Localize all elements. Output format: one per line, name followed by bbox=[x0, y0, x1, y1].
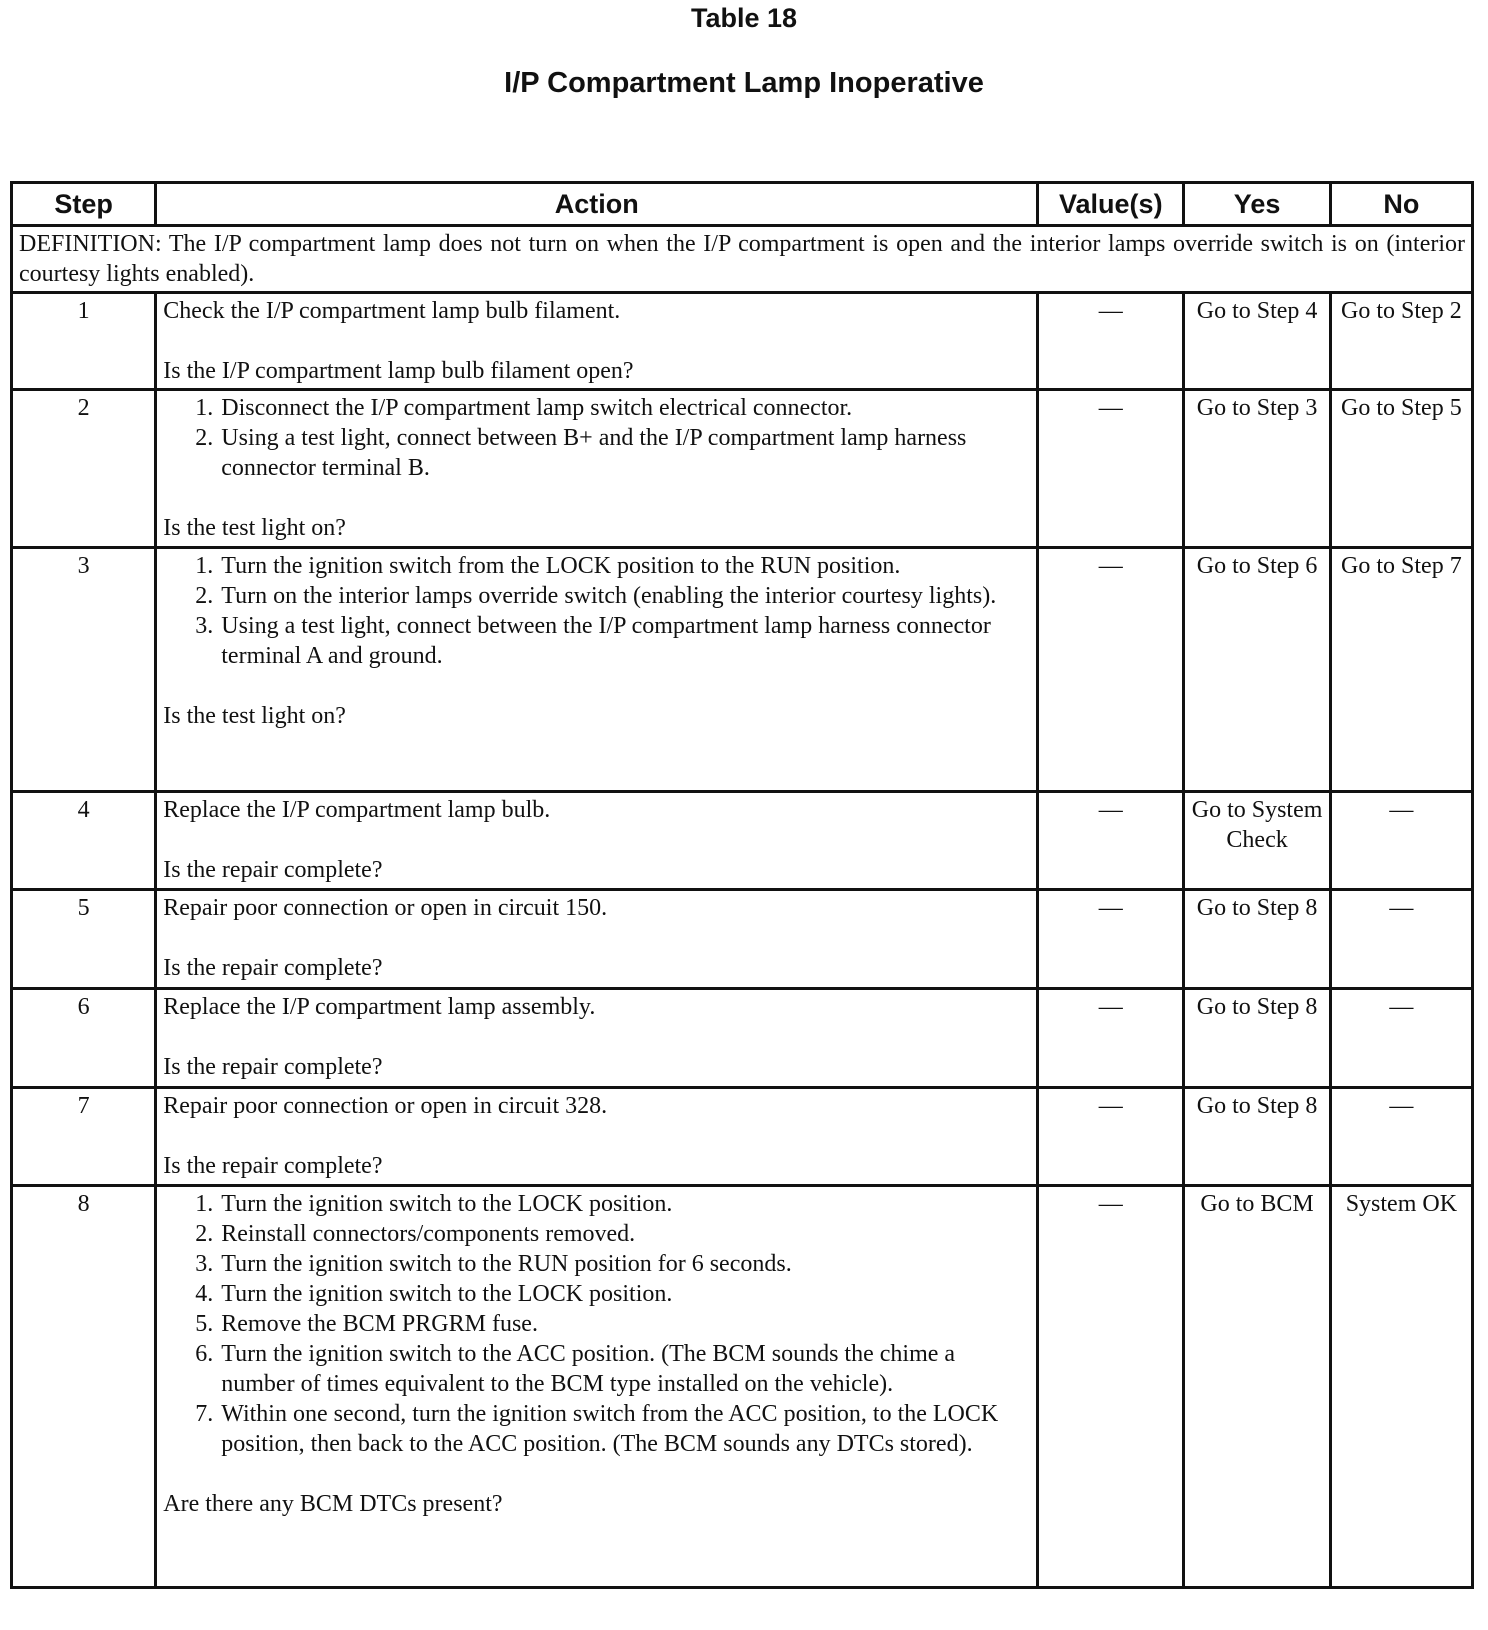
step-number: 8 bbox=[12, 1186, 156, 1588]
no-outcome: Go to Step 7 bbox=[1330, 548, 1472, 792]
step-number: 6 bbox=[12, 989, 156, 1088]
yes-outcome: Go to Step 8 bbox=[1184, 1088, 1330, 1186]
definition-row bbox=[12, 226, 1473, 293]
action-question: Is the repair complete? bbox=[163, 857, 383, 883]
definition-text: DEFINITION: The I/P compartment lamp does not turn on when the I/P compartment is open and the interior lamps override switch is on (interior courtesy lights enabled). bbox=[12, 226, 1473, 293]
action-step-item: 3. Turn the ignition switch to the RUN position for 6 seconds. bbox=[219, 1249, 1030, 1279]
action-step-item: 1. Disconnect the I/P compartment lamp switch electrical connector. bbox=[219, 393, 1030, 423]
action-cell bbox=[156, 548, 1038, 792]
action-instruction: Check the I/P compartment lamp bulb filament. bbox=[163, 298, 621, 324]
action-instruction: Replace the I/P compartment lamp assembly. bbox=[163, 994, 596, 1020]
action-step-item: 1. Turn the ignition switch from the LOCK position to the RUN position. bbox=[219, 551, 1030, 581]
column-header-yes: Yes bbox=[1184, 183, 1330, 226]
yes-outcome: Go to Step 4 bbox=[1184, 293, 1330, 390]
table-row bbox=[12, 890, 1473, 989]
diagnostic-table bbox=[10, 181, 1474, 1589]
value-cell: — bbox=[1038, 548, 1184, 792]
value-cell: — bbox=[1038, 1088, 1184, 1186]
table-row bbox=[12, 1088, 1473, 1186]
table-row bbox=[12, 390, 1473, 548]
table-header-row bbox=[12, 183, 1473, 226]
value-cell: — bbox=[1038, 1186, 1184, 1588]
step-number: 2 bbox=[12, 390, 156, 548]
step-number: 1 bbox=[12, 293, 156, 390]
action-steps-list bbox=[163, 1189, 1030, 1459]
no-outcome: Go to Step 5 bbox=[1330, 390, 1472, 548]
action-question: Are there any BCM DTCs present? bbox=[163, 1491, 503, 1517]
step-number: 5 bbox=[12, 890, 156, 989]
action-step-item: 4. Turn the ignition switch to the LOCK position. bbox=[219, 1279, 1030, 1309]
column-header-step: Step bbox=[12, 183, 156, 226]
action-cell bbox=[156, 989, 1038, 1088]
table-row bbox=[12, 1186, 1473, 1588]
yes-outcome: Go to BCM bbox=[1184, 1186, 1330, 1588]
no-outcome: Go to Step 2 bbox=[1330, 293, 1472, 390]
table-row bbox=[12, 293, 1473, 390]
no-outcome: — bbox=[1330, 792, 1472, 890]
action-step-item: 3. Using a test light, connect between the I/P compartment lamp harness connector terminal A and ground. bbox=[219, 611, 1030, 671]
action-steps-list bbox=[163, 393, 1030, 483]
action-question: Is the test light on? bbox=[163, 515, 346, 541]
table-row bbox=[12, 548, 1473, 792]
action-cell bbox=[156, 1186, 1038, 1588]
action-step-item: 7. Within one second, turn the ignition switch from the ACC position, to the LOCK position, then back to the ACC position. (The BCM sounds any DTCs stored). bbox=[219, 1399, 1030, 1459]
action-cell bbox=[156, 390, 1038, 548]
column-header-values: Value(s) bbox=[1038, 183, 1184, 226]
action-step-item: 2. Reinstall connectors/components removed. bbox=[219, 1219, 1030, 1249]
value-cell: — bbox=[1038, 989, 1184, 1088]
step-number: 3 bbox=[12, 548, 156, 792]
value-cell: — bbox=[1038, 390, 1184, 548]
value-cell: — bbox=[1038, 792, 1184, 890]
action-step-item: 6. Turn the ignition switch to the ACC position. (The BCM sounds the chime a number of times equivalent to the BCM type installed on the vehicle). bbox=[219, 1339, 1030, 1399]
column-header-action: Action bbox=[156, 183, 1038, 226]
action-step-item: 2. Turn on the interior lamps override switch (enabling the interior courtesy lights). bbox=[219, 581, 1030, 611]
yes-outcome: Go to Step 3 bbox=[1184, 390, 1330, 548]
value-cell: — bbox=[1038, 293, 1184, 390]
action-instruction: Replace the I/P compartment lamp bulb. bbox=[163, 797, 551, 823]
table-row bbox=[12, 989, 1473, 1088]
action-step-item: 2. Using a test light, connect between B+ and the I/P compartment lamp harness connector terminal B. bbox=[219, 423, 1030, 483]
action-question: Is the repair complete? bbox=[163, 955, 383, 981]
yes-outcome: Go to Step 8 bbox=[1184, 890, 1330, 989]
step-number: 7 bbox=[12, 1088, 156, 1186]
action-step-item: 5. Remove the BCM PRGRM fuse. bbox=[219, 1309, 1030, 1339]
no-outcome: System OK bbox=[1330, 1186, 1472, 1588]
action-instruction: Repair poor connection or open in circuit 150. bbox=[163, 895, 608, 921]
table-row bbox=[12, 792, 1473, 890]
yes-outcome: Go to Step 6 bbox=[1184, 548, 1330, 792]
page-title: I/P Compartment Lamp Inoperative bbox=[504, 67, 984, 99]
column-header-no: No bbox=[1330, 183, 1472, 226]
action-question: Is the repair complete? bbox=[163, 1153, 383, 1179]
action-cell bbox=[156, 792, 1038, 890]
action-cell bbox=[156, 1088, 1038, 1186]
action-instruction: Repair poor connection or open in circuit 328. bbox=[163, 1093, 608, 1119]
yes-outcome: Go to Step 8 bbox=[1184, 989, 1330, 1088]
no-outcome: — bbox=[1330, 890, 1472, 989]
step-number: 4 bbox=[12, 792, 156, 890]
action-question: Is the test light on? bbox=[163, 703, 346, 729]
value-cell: — bbox=[1038, 890, 1184, 989]
action-cell bbox=[156, 293, 1038, 390]
action-step-item: 1. Turn the ignition switch to the LOCK position. bbox=[219, 1189, 1030, 1219]
no-outcome: — bbox=[1330, 989, 1472, 1088]
yes-outcome: Go to System Check bbox=[1184, 792, 1330, 890]
action-question: Is the I/P compartment lamp bulb filament open? bbox=[163, 358, 634, 384]
action-cell bbox=[156, 890, 1038, 989]
action-steps-list bbox=[163, 551, 1030, 671]
no-outcome: — bbox=[1330, 1088, 1472, 1186]
table-number: Table 18 bbox=[690, 3, 798, 33]
action-question: Is the repair complete? bbox=[163, 1054, 383, 1080]
